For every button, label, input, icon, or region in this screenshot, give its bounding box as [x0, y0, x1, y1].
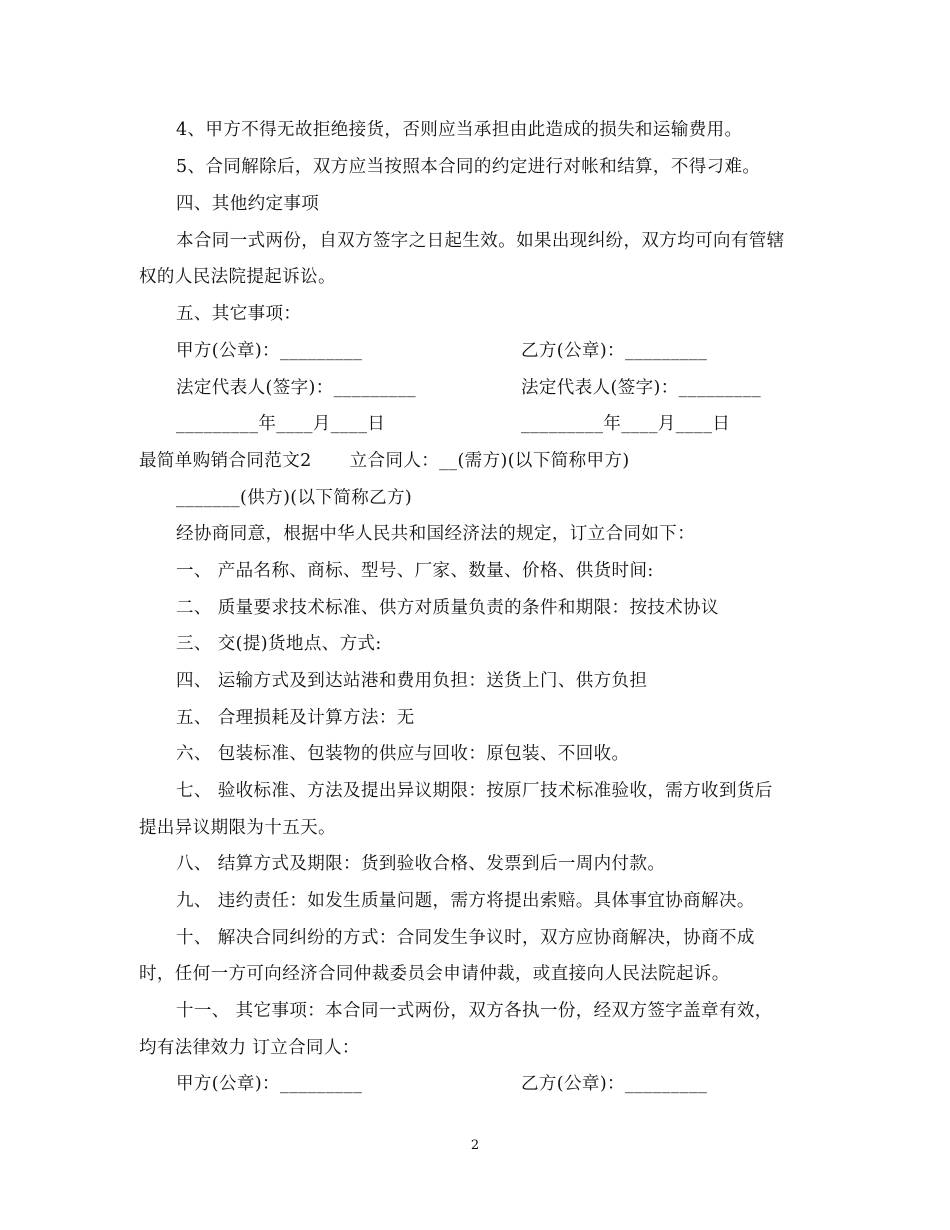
paragraph-line: 4、甲方不得无故拒绝接货，否则应当承担由此造成的损失和运输费用。	[176, 120, 743, 140]
contract2-preamble: 经协商同意，根据中华人民共和国经济法的规定，订立合同如下：	[176, 524, 696, 544]
clause-line: 三、 交(提)货地点、方式:	[176, 634, 382, 654]
clause-line: 十一、 其它事项：本合同一式两份，双方各执一份，经双方签字盖章有效，	[176, 1001, 773, 1021]
clause-line: 十、 解决合同纠纷的方式：合同发生争议时，双方应协商解决，协商不成	[176, 928, 755, 948]
contract2-title: 最简单购销合同范文2	[139, 451, 312, 471]
clause-line: 二、 质量要求技术标准、供方对质量负责的条件和期限：按技术协议	[176, 598, 719, 618]
page-number: 2	[470, 1138, 480, 1153]
clause-line: 提出异议期限为十五天。	[139, 818, 336, 838]
clause-line: 四、 运输方式及到达站港和费用负担：送货上门、供方负担	[176, 671, 648, 691]
party-b-representative-line: 法定代表人(签字)：_________	[521, 378, 762, 398]
party-a-seal-line: 甲方(公章)：_________	[176, 341, 363, 361]
paragraph-line: 5、合同解除后，双方应当按照本合同的约定进行对帐和结算，不得刁难。	[176, 157, 761, 177]
party-a-representative-line: 法定代表人(签字)：_________	[176, 378, 417, 398]
party-b-date-line: _________年____月____日	[521, 414, 731, 434]
party-b-seal-line: 乙方(公章)：_________	[521, 341, 708, 361]
contract2-supplier: _______(供方)(以下简称乙方)	[176, 488, 413, 508]
section-heading: 五、其它事项：	[176, 304, 302, 324]
contract2-intro: 立合同人：__(需方)(以下简称甲方)	[349, 451, 630, 471]
contract2-header	[139, 449, 630, 473]
party-a-seal-line: 甲方(公章)：_________	[176, 1074, 363, 1094]
clause-line: 九、 违约责任：如发生质量问题，需方将提出索赔。具体事宜协商解决。	[176, 891, 755, 911]
clause-line: 六、 包装标准、包装物的供应与回收：原包装、不回收。	[176, 744, 630, 764]
clause-line: 五、 合理损耗及计算方法：无	[176, 708, 415, 728]
clause-line: 均有法律效力 订立合同人：	[139, 1038, 360, 1058]
section-heading: 四、其他约定事项	[176, 194, 320, 214]
party-b-seal-line: 乙方(公章)：_________	[521, 1074, 708, 1094]
paragraph-line: 权的人民法院提起诉讼。	[139, 267, 336, 287]
clause-line: 七、 验收标准、方法及提出异议期限：按原厂技术标准验收，需方收到货后	[176, 781, 773, 801]
clause-line: 一、 产品名称、商标、型号、厂家、数量、价格、供货时间:	[176, 561, 654, 581]
paragraph-line: 本合同一式两份，自双方签字之日起生效。如果出现纠纷，双方均可向有管辖	[176, 231, 785, 251]
clause-line: 时，任何一方可向经济合同仲裁委员会申请仲裁，或直接向人民法院起诉。	[139, 964, 730, 984]
clause-line: 八、 结算方式及期限：货到验收合格、发票到后一周内付款。	[176, 854, 666, 874]
party-a-date-line: _________年____月____日	[176, 414, 386, 434]
